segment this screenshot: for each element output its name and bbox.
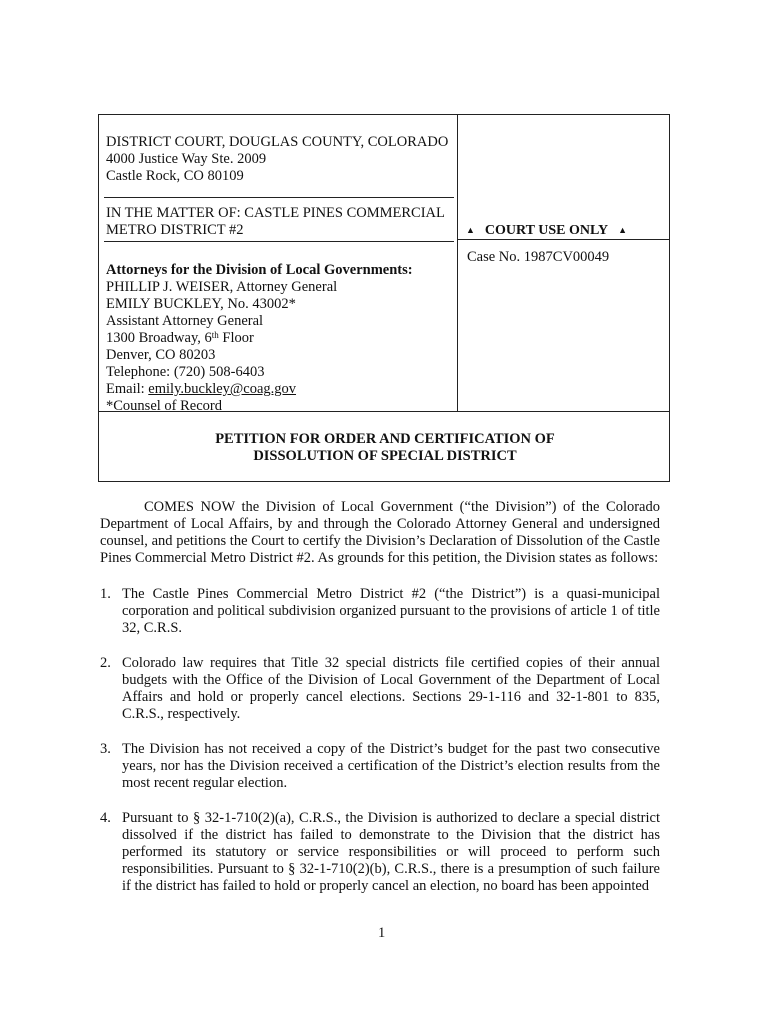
court-use-label: COURT USE ONLY: [484, 223, 609, 238]
attorney-heading: Attorneys for the Division of Local Governments:: [106, 262, 413, 278]
attorney-title: Assistant Attorney General: [106, 313, 264, 329]
court-city: Castle Rock, CO 80109: [106, 168, 244, 184]
attorney-address: 1300 Broadway, 6th Floor: [106, 330, 254, 346]
court-info: [106, 134, 456, 185]
case-number: Case No. 1987CV00049: [467, 249, 610, 265]
caption-divider-vertical: [457, 114, 458, 411]
petition-title: PETITION FOR ORDER AND CERTIFICATION OF DISSOLUTION OF SPECIAL DISTRICT: [215, 431, 555, 464]
intro-paragraph: COMES NOW the Division of Local Government (“the Division”) of the Colorado Department of Local Affairs, by and through the Colorado Attorney General and undersigned counsel, and petitions the Court to certify the Division’s Declaration of Dissolution of the Castle Pines Commercial Metro District #2. As grounds for this petition, the Division states as follows:: [100, 499, 660, 566]
counsel-of-record: *Counsel of Record: [106, 398, 222, 414]
court-use-divider: [458, 239, 670, 240]
attorney-general: PHILLIP J. WEISER, Attorney General: [106, 279, 338, 295]
attorney-counsel: EMILY BUCKLEY, No. 43002*: [106, 296, 296, 312]
attorney-email: Email: emily.buckley@coag.gov: [106, 381, 297, 397]
court-use-only: [466, 222, 666, 239]
court-name: DISTRICT COURT, DOUGLAS COUNTY, COLORADO: [106, 134, 449, 150]
matter-line-2: METRO DISTRICT #2: [106, 222, 244, 238]
court-matter-divider: [104, 197, 454, 198]
matter-line-1: IN THE MATTER OF: CASTLE PINES COMMERCIAL: [106, 205, 445, 221]
matter-info: [106, 205, 456, 239]
triangle-up-icon: ▲: [618, 225, 628, 235]
attorney-phone: Telephone: (720) 508-6403: [106, 364, 265, 380]
matter-attorney-divider: [104, 241, 454, 242]
page-number: 1: [378, 925, 386, 941]
email-link[interactable]: emily.buckley@coag.gov: [148, 381, 297, 397]
attorney-block: [106, 262, 456, 415]
attorney-city: Denver, CO 80203: [106, 347, 216, 363]
triangle-up-icon: ▲: [466, 225, 475, 235]
court-street: 4000 Justice Way Ste. 2009: [106, 151, 267, 167]
